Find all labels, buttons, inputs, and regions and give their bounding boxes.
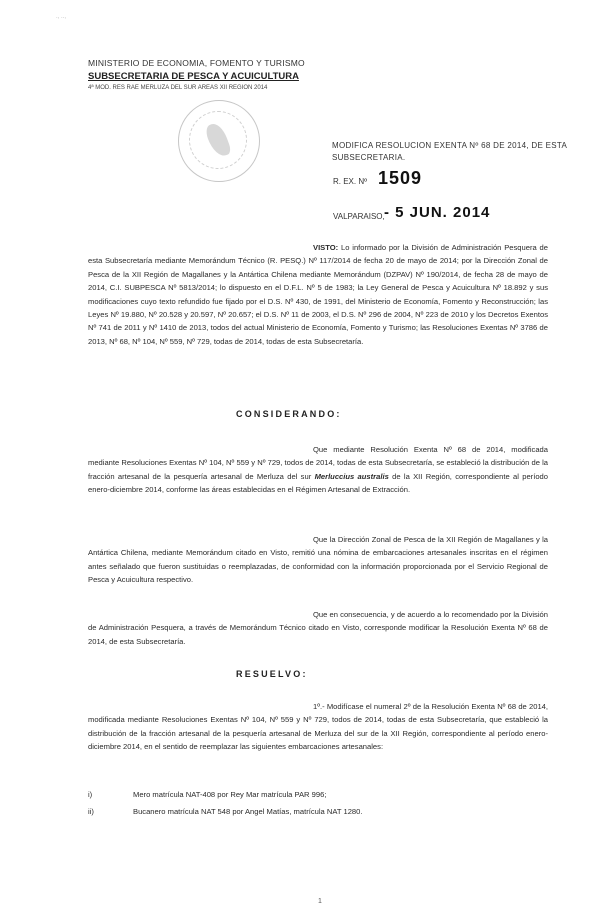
reference-code: 4ª MOD. RES RAE MERLUZA DEL SUR AREAS XII REGION 2014 (88, 85, 268, 91)
list-marker: ii) (88, 807, 94, 816)
resolution-number: 1509 (378, 168, 423, 188)
scan-mark: ., .., (56, 14, 67, 20)
list-marker: i) (88, 790, 93, 799)
list-item (88, 790, 548, 802)
considerando-p1-text-end: de la XII Región, correspondiente al período enero-diciembre 2014, conforme las áreas establecidas en el Régimen Artesanal de Extracción. (88, 471, 548, 495)
ministry-name: MINISTERIO DE ECONOMIA, FOMENTO Y TURISMO (88, 58, 305, 68)
resuelvo-paragraph-1: 1º.- Modifícase el numeral 2º de la Resolución Exenta Nº 68 de 2014, modificada mediante Resoluciones Exentas Nº 104, Nº 559 y Nº 729, todos de 2014, todas de esta Subsecretaría, que estableció la distribución de la fracción artesanal de la pesquería artesanal de Merluza del sur de la XII Región, correspondiente al período enero-diciembre 2014, en el sentido de reemplazar las siguientes embarcaciones artesanales: (88, 702, 548, 752)
city-label: VALPARAISO, (333, 212, 385, 221)
considerando-paragraph-3: Que en consecuencia, y de acuerdo a lo recomendado por la División de Administración Pesquera, a través de Memorándum Técnico citado en Visto, corresponde modificar la Resolución Exenta Nº 68 de 2014, de esta Subsecretaría. (88, 610, 548, 646)
list-text: Bucanero matrícula NAT 548 por Angel Matías, matrícula NAT 1280. (133, 807, 363, 816)
page-number: 1 (318, 898, 322, 905)
subsecretaria-name: SUBSECRETARIA DE PESCA Y ACUICULTURA (88, 71, 299, 82)
considerando-paragraph-2: Que la Dirección Zonal de Pesca de la XII Región de Magallanes y la Antártica Chilena, mediante Memorándum citado en Visto, remitió una nómina de embarcaciones artesanales inscritas en el régimen antes señalado que fueron sustituidas o reemplazadas, de conformidad con la información proporcionada por el Servicio Regional de Pesca y Acuicultura respectivo. (88, 535, 548, 585)
considerando-paragraph-1 (88, 443, 548, 497)
considerando-heading: CONSIDERANDO: (236, 409, 342, 419)
resuelvo-heading: RESUELVO: (236, 669, 308, 679)
considerando-p1-text: Que mediante Resolución Exenta Nº 68 de 2014, modificada mediante Resoluciones Exentas Nº 104, Nº 559 y Nº 729, todos de 2014, todas de esta Subsecretaría, se estableció la distribución de la fracción artesanal de la pesquería artesanal de Merluza del sur (88, 445, 548, 481)
rex-label: R. EX. Nº (333, 177, 368, 186)
resolution-date: - 5 JUN. 2014 (384, 204, 491, 221)
visto-text: Lo informado por la División de Administración Pesquera de esta Subsecretaría mediante Memorándum Técnico (R. PESQ.) Nº 117/2014 de fecha 20 de mayo de 2014; por la Dirección Zonal de Pesca de la XII Región de Magallanes y la Antártica Chilena mediante Memorándum (DZPAV) Nº 190/2014, de fecha 28 de mayo de 2014, C.I. SUBPESCA Nº 5813/2014; lo dispuesto en el D.F.L. Nº 5 de 1983; la Ley General de Pesca y Acuicultura Nº 18.892 y sus modificaciones cuyo texto refundido fue fijado por el D.S. Nº 430, de 1991, del Ministerio de Economía, Fomento y Reconstrucción; las Leyes Nº 19.880, Nº 20.528 y 20.597, Nº 20.657; el D.S. Nº 11 de 2003, el D.S. Nº 296 de 2004, Nº 223 de 2010 y los Decretos Exentos Nº 741 de 2011 y Nº 1410 de 2013, todos del actual Ministerio de Economía, Fomento y Turismo; las Resoluciones Exentas Nº 3786 de 2013, Nº 68, Nº 104, Nº 559, Nº 729, todas de 2014, todas de esta Subsecretaría. (88, 243, 548, 346)
reference-text: MODIFICA RESOLUCION EXENTA Nº 68 DE 2014, DE ESTA SUBSECRETARIA. (332, 141, 567, 162)
list-item (88, 807, 548, 819)
official-seal-icon (178, 100, 260, 182)
species-name: Merluccius australis (314, 471, 389, 481)
letterhead (88, 58, 348, 91)
list-text: Mero matrícula NAT-408 por Rey Mar matrícula PAR 996; (133, 790, 327, 799)
visto-label: VISTO: (313, 243, 339, 252)
visto-paragraph (88, 241, 548, 348)
